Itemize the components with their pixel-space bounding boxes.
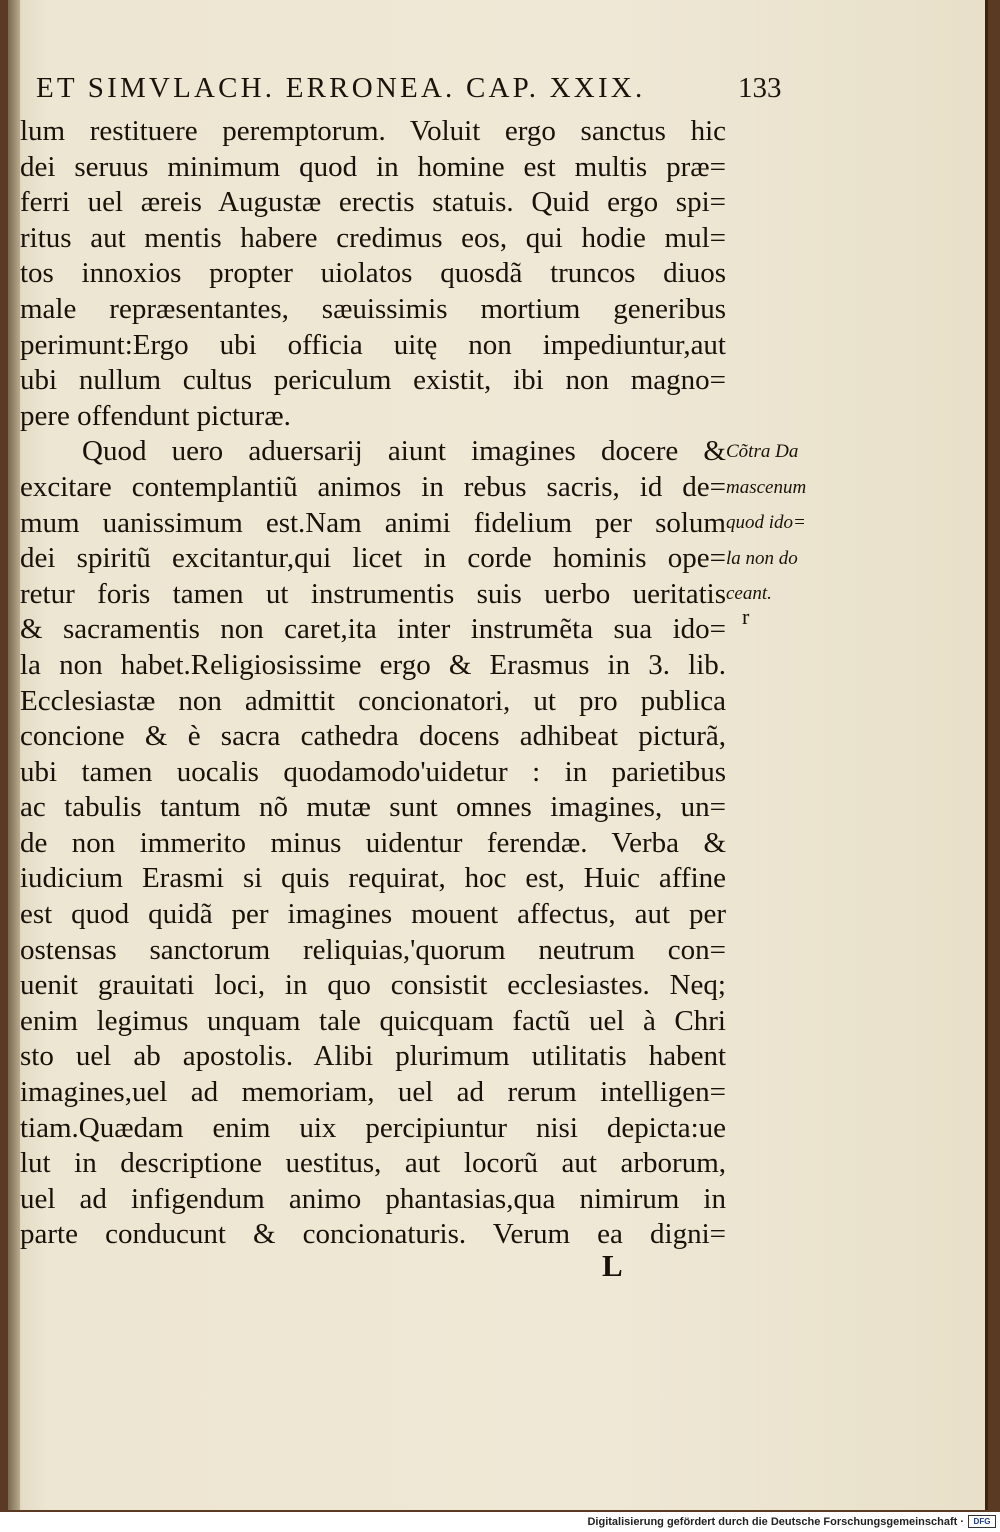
marginal-note-line: quod ido= — [726, 512, 806, 534]
text-line: ferri uel æreis Augustæ erectis statuis. Quid ergo spi= — [20, 186, 726, 219]
text-line: mum uanissimum est.Nam animi fidelium per solum — [20, 506, 726, 539]
text-line: concione & è sacra cathedra docens adhibeat picturã, — [20, 720, 726, 753]
text-line: imagines,uel ad memoriam, uel ad rerum intelligen= — [20, 1076, 726, 1109]
funding-credit: Digitalisierung gefördert durch die Deutsche Forschungsgemeinschaft · — [587, 1516, 964, 1528]
text-line: iudicium Erasmi si quis requirat, hoc est, Huic affine — [20, 862, 726, 895]
text-line: Ecclesiastæ non admittit concionatori, ut pro publica — [20, 684, 726, 717]
running-head: ET SIMVLACH. ERRONEA. CAP. XXIX. — [36, 72, 646, 104]
text-line: lut in descriptione uestitus, aut locorũ aut arborum, — [20, 1147, 726, 1180]
marginal-note-line: ceant. — [726, 583, 772, 605]
text-line: tiam.Quædam enim uix percipiuntur nisi depicta:ue — [20, 1111, 726, 1144]
body-text — [20, 114, 726, 1253]
text-line: parte conducunt & concionaturis. Verum ea digni= — [20, 1218, 726, 1251]
marginal-note-line: mascenum — [726, 476, 807, 498]
text-line: excitare contemplantiũ animos in rebus sacris, id de= — [20, 470, 726, 503]
text-line: male repræsentantes, sæuissimis mortium generibus — [20, 292, 726, 325]
book-page — [8, 0, 988, 1510]
page-number: 133 — [738, 72, 782, 104]
text-line: ritus aut mentis habere credimus eos, qui hodie mul= — [20, 221, 726, 254]
marginal-note-line: la non do — [726, 547, 798, 569]
digitization-footer — [0, 1512, 1000, 1532]
text-line: ac tabulis tantum nõ mutæ sunt omnes imagines, un= — [20, 791, 726, 824]
text-line: & sacramentis non caret,ita inter instrumẽta sua ido= — [20, 613, 726, 646]
text-line: Quod uero aduersarij aiunt imagines docere & — [82, 435, 726, 468]
text-line: uel ad infigendum animo phantasias,qua nimirum in — [20, 1182, 726, 1215]
marginal-stray-mark: r — [742, 604, 750, 629]
text-line: la non habet.Religiosissime ergo & Erasmus in 3. lib. — [20, 648, 726, 681]
text-line: ubi tamen uocalis quodamodo'uidetur : in parietibus — [20, 755, 726, 788]
text-line: de non immerito minus uidentur ferendæ. Verba & — [20, 826, 726, 859]
text-line: perimunt:Ergo ubi officia uitę non impediuntur,aut — [20, 328, 726, 361]
catchword: L — [602, 1248, 623, 1283]
text-line: tos innoxios propter uiolatos quosdã truncos diuos — [20, 257, 726, 290]
marginal-note-line: Cõtra Da — [726, 441, 799, 462]
text-line: uenit grauitati loci, in quo consistit ecclesiastes. Neq; — [20, 969, 726, 1002]
marginal-note — [726, 434, 826, 612]
text-line: retur foris tamen ut instrumentis suis uerbo ueritatis — [20, 577, 726, 610]
text-line: est quod quidã per imagines mouent affectus, aut per — [20, 898, 726, 931]
page-gutter — [8, 0, 20, 1510]
text-line: lum restituere peremptorum. Voluit ergo sanctus hic — [20, 115, 726, 147]
dfg-logo: DFG — [968, 1515, 996, 1528]
text-line: sto uel ab apostolis. Alibi plurimum utilitatis habent — [20, 1040, 726, 1073]
text-line: ubi nullum cultus periculum existit, ibi non magno= — [20, 364, 726, 397]
text-line: dei seruus minimum quod in homine est multis præ= — [20, 150, 726, 183]
text-line: ostensas sanctorum reliquias,'quorum neutrum con= — [20, 933, 726, 966]
text-line: enim legimus unquam tale quicquam factũ uel à Chri — [20, 1004, 726, 1037]
text-line: pere offendunt picturæ. — [20, 399, 291, 432]
text-line: dei spiritũ excitantur,qui licet in corde hominis ope= — [20, 542, 726, 575]
